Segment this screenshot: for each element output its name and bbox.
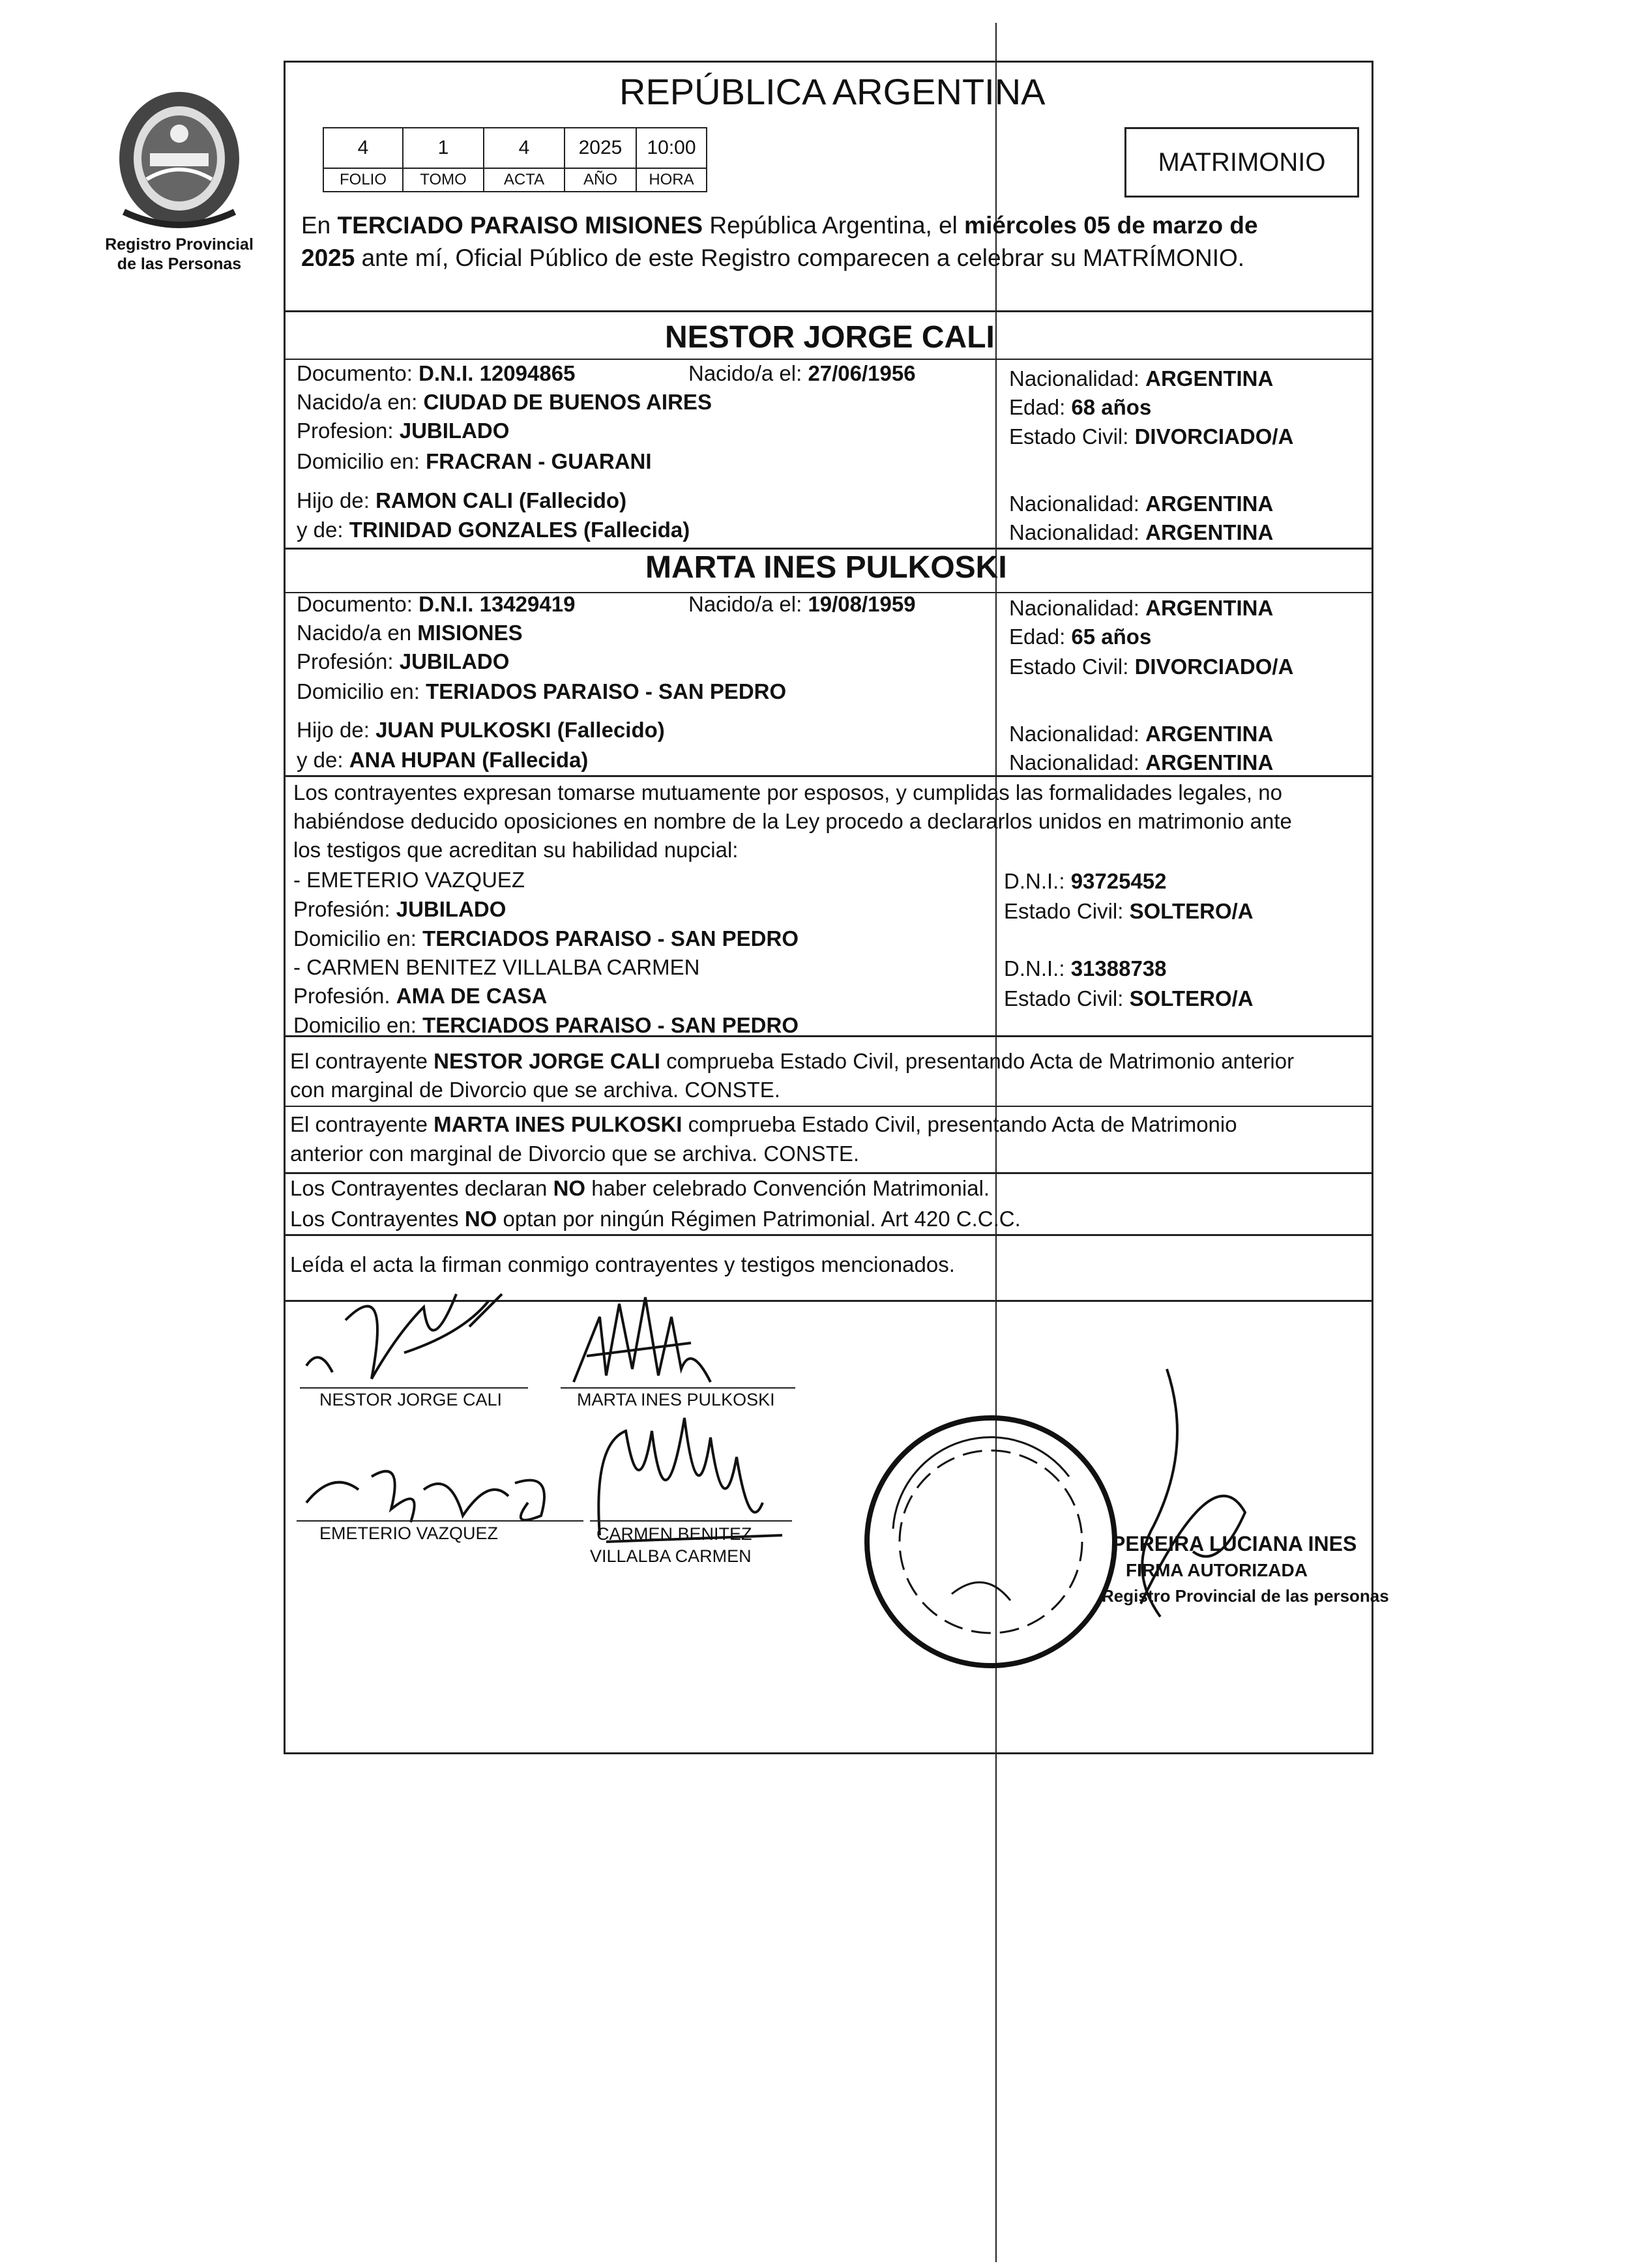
note1-line-2: con marginal de Divorcio que se archiva. CONSTE. bbox=[290, 1078, 780, 1102]
signature-line bbox=[590, 1520, 792, 1522]
signature-label-2: MARTA INES PULKOSKI bbox=[577, 1390, 775, 1409]
spouse1-name: NESTOR JORGE CALI bbox=[665, 320, 995, 355]
anio-value: 2025 bbox=[565, 128, 636, 168]
witness1-civil-status: Estado Civil: SOLTERO/A bbox=[1004, 899, 1254, 923]
registry-caption bbox=[91, 235, 267, 274]
divider bbox=[286, 1172, 1372, 1174]
act-type-badge: MATRIMONIO bbox=[1124, 127, 1359, 198]
signature-label-3: EMETERIO VAZQUEZ bbox=[319, 1524, 499, 1543]
witness2-name: - CARMEN BENITEZ VILLALBA CARMEN bbox=[293, 955, 700, 979]
folio-value: 4 bbox=[323, 128, 403, 168]
spouse2-profession: Profesión: JUBILADO bbox=[297, 649, 510, 673]
divider bbox=[286, 1106, 1372, 1107]
signature-label-4a: CARMEN BENITEZ bbox=[596, 1524, 752, 1544]
spouse1-birthplace: Nacido/a en: CIUDAD DE BUENOS AIRES bbox=[297, 390, 712, 414]
registry-caption-line2: de las Personas bbox=[117, 255, 242, 273]
witness1-dni: D.N.I.: 93725452 bbox=[1004, 869, 1167, 893]
note1-line-1: El contrayente NESTOR JORGE CALI comprueba Estado Civil, presentando Acta de Matrimonio anterior bbox=[290, 1049, 1295, 1073]
spouse2-mother-nationality: Nacionalidad: ARGENTINA bbox=[1009, 750, 1274, 774]
official-seal-icon bbox=[854, 1398, 1128, 1685]
spouse1-profession: Profesion: JUBILADO bbox=[297, 419, 510, 443]
spouse1-age: Edad: 68 años bbox=[1009, 395, 1152, 419]
signature-label-1: NESTOR JORGE CALI bbox=[319, 1390, 503, 1409]
spouse2-father-nationality: Nacionalidad: ARGENTINA bbox=[1009, 722, 1274, 746]
spouse1-domicile: Domicilio en: FRACRAN - GUARANI bbox=[297, 449, 652, 473]
witness2-profession: Profesión. AMA DE CASA bbox=[293, 984, 548, 1008]
declaration-line-2: habiéndose deducido oposiciones en nombre de la Ley procedo a declararlos unidos en matrimonio ante bbox=[293, 809, 1292, 833]
official-registry: Registro Provincial de las personas bbox=[1102, 1586, 1389, 1606]
signature-line bbox=[297, 1520, 583, 1522]
witness1-name: - EMETERIO VAZQUEZ bbox=[293, 868, 525, 892]
spouse1-mother-nationality: Nacionalidad: ARGENTINA bbox=[1009, 520, 1274, 544]
signature-scribble-2 bbox=[561, 1278, 782, 1395]
spouse2-nationality: Nacionalidad: ARGENTINA bbox=[1009, 596, 1274, 620]
regime-line-2: Los Contrayentes NO optan por ningún Régimen Patrimonial. Art 420 C.C.C. bbox=[290, 1207, 1021, 1231]
signature-scribble-3 bbox=[293, 1444, 574, 1535]
hora-label: HORA bbox=[636, 168, 707, 192]
spouse1-civil-status: Estado Civil: DIVORCIADO/A bbox=[1009, 424, 1294, 449]
registry-caption-line1: Registro Provincial bbox=[105, 235, 254, 254]
witness2-dni: D.N.I.: 31388738 bbox=[1004, 956, 1167, 980]
declaration-line-1: Los contrayentes expresan tomarse mutuamente por esposos, y cumplidas las formalidades legales, no bbox=[293, 780, 1282, 804]
spouse1-birthdate: Nacido/a el: 27/06/1956 bbox=[688, 361, 916, 385]
province-seal-logo bbox=[111, 81, 248, 231]
tomo-value: 1 bbox=[403, 128, 484, 168]
signature-scribble-1 bbox=[293, 1281, 528, 1392]
signature-line bbox=[561, 1387, 795, 1389]
official-authorized: FIRMA AUTORIZADA bbox=[1126, 1560, 1308, 1580]
spouse2-domicile: Domicilio en: TERIADOS PARAISO - SAN PEDRO bbox=[297, 679, 787, 703]
note2-line-2: anterior con marginal de Divorcio que se archiva. CONSTE. bbox=[290, 1141, 860, 1166]
spouse2-document: Documento: D.N.I. 13429419 bbox=[297, 592, 576, 616]
divider bbox=[286, 359, 1372, 360]
intro-line-1: En TERCIADO PARAISO MISIONES República Argentina, el miércoles 05 de marzo de bbox=[301, 212, 1258, 239]
spouse2-civil-status: Estado Civil: DIVORCIADO/A bbox=[1009, 655, 1294, 679]
signature-label-4b: VILLALBA CARMEN bbox=[590, 1546, 752, 1566]
spouse2-birthdate: Nacido/a el: 19/08/1959 bbox=[688, 592, 916, 616]
spouse1-nationality: Nacionalidad: ARGENTINA bbox=[1009, 366, 1274, 390]
registry-table bbox=[323, 127, 707, 192]
tomo-label: TOMO bbox=[403, 168, 484, 192]
note2-line-1: El contrayente MARTA INES PULKOSKI comprueba Estado Civil, presentando Acta de Matrimonio bbox=[290, 1112, 1237, 1136]
hora-value: 10:00 bbox=[636, 128, 707, 168]
spouse1-document: Documento: D.N.I. 12094865 bbox=[297, 361, 576, 385]
spouse1-father-nationality: Nacionalidad: ARGENTINA bbox=[1009, 492, 1274, 516]
spouse1-mother: y de: TRINIDAD GONZALES (Fallecida) bbox=[297, 518, 690, 542]
coat-of-arms-icon bbox=[111, 81, 248, 231]
witness2-civil-status: Estado Civil: SOLTERO/A bbox=[1004, 986, 1254, 1010]
witness2-domicile: Domicilio en: TERCIADOS PARAISO - SAN PEDRO bbox=[293, 1013, 799, 1037]
signature-line bbox=[300, 1387, 528, 1389]
regime-line-1: Los Contrayentes declaran NO haber celebrado Convención Matrimonial. bbox=[290, 1176, 990, 1200]
witness1-domicile: Domicilio en: TERCIADOS PARAISO - SAN PEDRO bbox=[293, 926, 799, 950]
acta-value: 4 bbox=[484, 128, 565, 168]
acta-label: ACTA bbox=[484, 168, 565, 192]
fold-line bbox=[995, 23, 997, 2262]
spouse2-birthplace: Nacido/a en MISIONES bbox=[297, 621, 523, 645]
page-title: REPÚBLICA ARGENTINA bbox=[619, 71, 1046, 112]
official-name: PEREIRA LUCIANA INES bbox=[1111, 1532, 1357, 1555]
divider bbox=[286, 1234, 1372, 1236]
spouse2-age: Edad: 65 años bbox=[1009, 625, 1152, 649]
declaration-line-3: los testigos que acreditan su habilidad nupcial: bbox=[293, 838, 739, 862]
anio-label: AÑO bbox=[565, 168, 636, 192]
spouse2-name: MARTA INES PULKOSKI bbox=[645, 550, 1007, 585]
closing-statement: Leída el acta la firman conmigo contrayentes y testigos mencionados. bbox=[290, 1252, 955, 1276]
divider bbox=[286, 310, 1372, 312]
intro-line-2: 2025 ante mí, Oficial Público de este Registro comparecen a celebrar su MATRÍMONIO. bbox=[301, 244, 1245, 271]
spouse2-father: Hijo de: JUAN PULKOSKI (Fallecido) bbox=[297, 718, 665, 742]
spouse1-father: Hijo de: RAMON CALI (Fallecido) bbox=[297, 488, 627, 512]
spouse2-mother: y de: ANA HUPAN (Fallecida) bbox=[297, 748, 589, 772]
witness1-profession: Profesión: JUBILADO bbox=[293, 897, 506, 921]
folio-label: FOLIO bbox=[323, 168, 403, 192]
